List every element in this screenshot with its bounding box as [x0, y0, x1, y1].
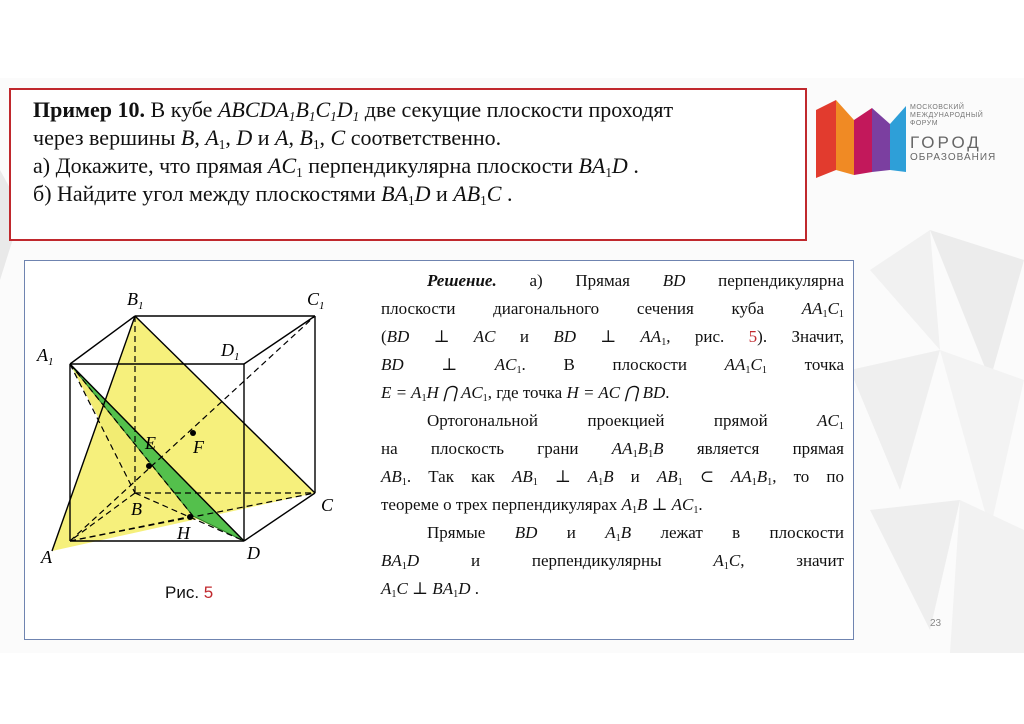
t: 1 [838, 309, 844, 321]
t: AA [611, 439, 633, 458]
t: D [406, 551, 420, 570]
t: AB [511, 467, 533, 486]
t: 1 [421, 393, 427, 405]
problem-line-2 [33, 124, 805, 152]
t: D [236, 125, 253, 150]
sol-line-11 [381, 547, 844, 575]
t: 1 [401, 561, 407, 573]
t: , где точка [487, 383, 567, 402]
t: BA [578, 153, 606, 178]
t: и [537, 523, 606, 542]
t: , то по [772, 467, 844, 486]
label-F: F [193, 437, 204, 457]
t: D [336, 97, 353, 122]
label-B: B [131, 499, 142, 519]
t: BD [662, 271, 686, 290]
t: B [637, 439, 649, 458]
logo-big-text [910, 134, 996, 164]
bottom-band [0, 653, 1024, 724]
t: C [827, 299, 839, 318]
label-A: A [41, 547, 52, 567]
t: B [603, 467, 614, 486]
t: на плоскость грани [381, 439, 612, 458]
t: B [180, 125, 195, 150]
t: AB [656, 467, 678, 486]
t: 1 [693, 505, 699, 517]
t: , рис. [666, 327, 749, 346]
logo-line: МЕЖДУНАРОДНЫЙ [910, 112, 984, 119]
t: ABCDA [217, 97, 289, 122]
t: A [205, 125, 219, 150]
t: Решение. [427, 271, 497, 290]
t: 1 [723, 561, 729, 573]
t: BD ⊥ AC [381, 355, 517, 374]
t: перпендикулярна плоскости [302, 153, 579, 178]
t: лежат в плоскости [631, 523, 844, 542]
t: 1 [598, 477, 604, 489]
t: 1 [605, 164, 612, 180]
t: через вершины [33, 125, 181, 150]
t: 1 [352, 108, 360, 124]
t: б) Найдите угол между плоскостями [33, 181, 382, 206]
t: и [252, 125, 276, 150]
t: , [288, 125, 300, 150]
t: A [621, 495, 632, 514]
sol-line-7 [381, 435, 844, 463]
problem-statement-box [9, 88, 807, 241]
t: C [486, 181, 502, 206]
t: и [495, 327, 554, 346]
t: , [194, 125, 206, 150]
logo-word: ОБРАЗОВАНИЯ [910, 152, 997, 163]
t: , [319, 125, 331, 150]
t: 1 [767, 477, 773, 489]
t: 1 [661, 337, 667, 349]
sol-line-6 [381, 407, 844, 435]
t: C [728, 551, 741, 570]
t: E = A [381, 383, 422, 402]
t: AC [268, 153, 297, 178]
t: 1 [308, 108, 316, 124]
label-D1: $D_1$ [221, 340, 240, 363]
t: C [750, 355, 762, 374]
t: BD ⊥ AC [386, 327, 496, 346]
problem-line-3 [33, 152, 805, 180]
t: 1 [648, 449, 654, 461]
t: C [330, 125, 346, 150]
t: AB [381, 467, 402, 486]
label-C1: $C_1$ [307, 289, 325, 312]
t: а) Докажите, что прямая [33, 153, 269, 178]
top-band [0, 0, 1024, 78]
t: и перпендикулярны [419, 551, 714, 570]
t: плоскости диагонального сечения куба [381, 299, 802, 318]
t: 1 [408, 192, 415, 208]
t: A [713, 551, 724, 570]
sol-line-3 [381, 323, 844, 351]
sol-line-2 [381, 295, 844, 323]
t: 1 [822, 309, 828, 321]
problem-title: Пример 10. [33, 97, 146, 122]
t: . В плоскости [521, 355, 725, 374]
t: B [295, 97, 309, 122]
sol-line-12 [381, 575, 844, 603]
logo-line: ФОРУМ [910, 120, 939, 127]
t: 5 [203, 583, 214, 602]
t: D [611, 153, 628, 178]
t: C ⊥ BA [396, 579, 454, 598]
t: 1 [453, 589, 459, 601]
t: 1 [751, 477, 757, 489]
t: B [620, 523, 632, 542]
t: . [470, 579, 479, 598]
t: 1 [632, 449, 638, 461]
t: 1 [631, 505, 638, 517]
t: 1 [288, 108, 296, 124]
t: ). Значит, [757, 327, 844, 346]
t: AA [724, 355, 746, 374]
t: AB [453, 181, 481, 206]
t: 1 [761, 365, 767, 377]
t: ( [381, 327, 387, 346]
t: AA [801, 299, 823, 318]
problem-line-1 [33, 96, 805, 124]
solution-text [381, 267, 844, 603]
t: является прямая [663, 439, 844, 458]
t: A [605, 523, 616, 542]
t: Ортогональной проекцией прямой [427, 411, 818, 430]
label-D: D [247, 543, 260, 563]
page-number: 23 [930, 618, 942, 629]
t: теореме о трех перпендикулярах [381, 495, 622, 514]
label-B1: $B_1$ [127, 289, 144, 312]
t: D [414, 181, 431, 206]
t: Рис. [165, 583, 204, 602]
t: B [653, 439, 664, 458]
t: перпендикулярна [685, 271, 844, 290]
t: соответственно. [345, 125, 502, 150]
t: 1 [482, 393, 488, 405]
sol-line-10 [381, 519, 844, 547]
t: BD ⊥ AA [553, 327, 662, 346]
cube-name [218, 97, 359, 122]
solution-box [24, 260, 854, 640]
t: . [627, 153, 639, 178]
sol-line-9 [381, 491, 844, 519]
sol-line-4 [381, 351, 844, 379]
label-C: C [321, 495, 334, 515]
t: 1 [838, 421, 844, 433]
t: . [501, 181, 513, 206]
label-E: E [145, 433, 156, 453]
t: 1 [312, 136, 320, 152]
t: точка [766, 355, 844, 374]
t: BD [514, 523, 538, 542]
sol-line-8 [381, 463, 844, 491]
label-A1: $A_1$ [37, 345, 54, 368]
t: BA [381, 551, 402, 570]
t: B [756, 467, 768, 486]
t: D [458, 579, 471, 598]
t: B ⊥ AC [637, 495, 694, 514]
figure-caption [165, 583, 213, 603]
t: 1 [745, 365, 751, 377]
t: AC [817, 411, 839, 430]
t: H = AC ⋂ BD [566, 383, 666, 402]
t: A [381, 579, 392, 598]
t: , [225, 125, 237, 150]
logo-line: МОСКОВСКИЙ [910, 104, 965, 111]
t: . [665, 383, 670, 402]
problem-line-4 [33, 180, 805, 208]
t: ⊂ AA [682, 467, 752, 486]
logo-word: ГОРОД [910, 133, 982, 152]
t: 1 [677, 477, 683, 489]
t: . Так как [406, 467, 512, 486]
cube-figure [25, 261, 375, 581]
t: ⊥ A [537, 467, 599, 486]
text: В кубе [145, 97, 218, 122]
sol-line-5 [381, 379, 844, 407]
t: 1 [330, 108, 337, 124]
t: , значит [740, 551, 844, 570]
t: BA [381, 181, 409, 206]
t: 1 [391, 589, 397, 601]
t: и [613, 467, 657, 486]
t: A [275, 125, 289, 150]
t: 1 [532, 477, 538, 489]
t: C [315, 97, 331, 122]
t: 1 [218, 136, 226, 152]
logo-small-text [910, 104, 983, 128]
t: B [299, 125, 313, 150]
t: H ⋂ AC [426, 383, 483, 402]
t: 1 [615, 533, 621, 545]
t: 1 [516, 365, 522, 377]
t: 5 [748, 327, 758, 346]
t: а) Прямая [496, 271, 663, 290]
t: 1 [401, 477, 407, 489]
sol-line-1 [381, 267, 844, 295]
t: 1 [296, 164, 303, 180]
t: Прямые [427, 523, 515, 542]
t: 1 [480, 192, 487, 208]
text: две секущие плоскости проходят [359, 97, 674, 122]
t: . [698, 495, 703, 514]
t: и [430, 181, 454, 206]
label-H: H [177, 523, 190, 543]
